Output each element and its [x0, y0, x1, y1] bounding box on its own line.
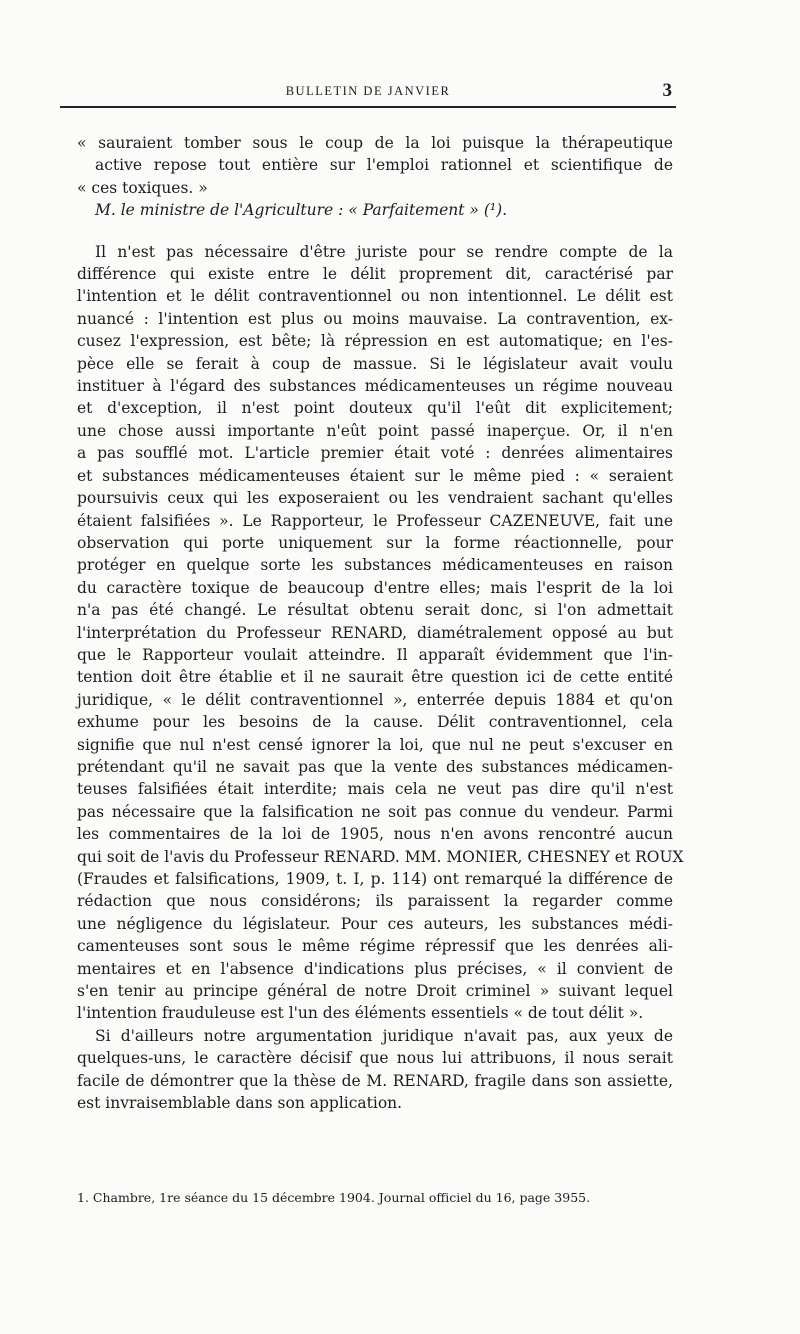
paragraph-line: nuancé : l'intention est plus ou moins mauvaise. La contravention, ex- — [77, 309, 673, 328]
paragraph-line: teuses falsifiées était interdite; mais cela ne veut pas dire qu'il n'est — [77, 780, 673, 799]
quote-attribution: M. le ministre de l'Agriculture : « Parfaitement » (¹). — [95, 201, 508, 220]
paragraph-line: l'intention frauduleuse est l'un des éléments essentiels « de tout délit ». — [77, 1004, 644, 1023]
paragraph-2 — [77, 1025, 673, 1115]
paragraph-line: les commentaires de la loi de 1905, nous n'en avons rencontré aucun — [77, 825, 673, 844]
paragraph-line: prétendant qu'il ne savait pas que la vente des substances médicamen- — [77, 757, 673, 776]
paragraph-line: du caractère toxique de beaucoup d'entre elles; mais l'esprit de la loi — [77, 578, 673, 597]
quote-line: « sauraient tomber sous le coup de la loi puisque la thérapeutique — [77, 134, 673, 152]
paragraph-line: différence qui existe entre le délit proprement dit, caractérisé par — [77, 265, 673, 284]
page-number: 3 — [662, 80, 672, 101]
paragraph-line: n'a pas été changé. Le résultat obtenu serait donc, si l'on admettait — [77, 601, 673, 620]
body-text — [77, 132, 684, 1114]
paragraph-line: rédaction que nous considérons; ils paraissent la regarder comme — [77, 892, 673, 911]
paragraph-line: Si d'ailleurs notre argumentation juridique n'avait pas, aux yeux de — [95, 1026, 673, 1045]
paragraph-line: cusez l'expression, est bête; là répression en est automatique; en l'es- — [77, 332, 673, 351]
paragraph-line: Il n'est pas nécessaire d'être juriste pour se rendre compte de la — [95, 242, 673, 261]
paragraph-line: pèce elle se ferait à coup de massue. Si le législateur avait voulu — [77, 354, 673, 373]
paragraph-line: une négligence du législateur. Pour ces auteurs, les substances médi- — [77, 914, 673, 933]
quote-line: active repose tout entière sur l'emploi rationnel et scientifique de — [95, 156, 673, 175]
paragraph-line: signifie que nul n'est censé ignorer la loi, que nul ne peut s'excuser en — [77, 735, 673, 754]
paragraph-line: l'interprétation du Professeur RENARD, diamétralement opposé au but — [77, 623, 673, 642]
paragraph-line: est invraisemblable dans son application. — [77, 1094, 403, 1113]
paragraph-line: camenteuses sont sous le même régime répressif que les denrées ali- — [77, 937, 673, 956]
running-header — [60, 80, 676, 108]
paragraph-1 — [77, 241, 684, 1025]
paragraph-line: protéger en quelque sorte les substances médicamenteuses en raison — [77, 556, 673, 575]
paragraph-line: que le Rapporteur voulait atteindre. Il apparaît évidemment que l'in- — [77, 645, 673, 664]
paragraph-line: mentaires et en l'absence d'indications plus précises, « il convient de — [77, 959, 673, 978]
paragraph-line: exhume pour les besoins de la cause. Délit contraventionnel, cela — [77, 713, 673, 732]
paragraph-line: quelques-uns, le caractère décisif que nous lui attribuons, il nous serait — [77, 1049, 673, 1068]
paragraph-line: observation qui porte uniquement sur la forme réactionnelle, pour — [77, 533, 673, 552]
header-title: BULLETIN DE JANVIER — [285, 84, 451, 98]
paragraph-line: facile de démontrer que la thèse de M. RENARD, fragile dans son assiette, — [77, 1071, 673, 1090]
paragraph-line: une chose aussi importante n'eût point passé inaperçue. Or, il n'en — [77, 421, 673, 440]
paragraph-line: et d'exception, il n'est point douteux qu'il l'eût dit explicitement; — [77, 399, 673, 418]
paragraph-line: instituer à l'égard des substances médicamenteuses un régime nouveau — [77, 377, 673, 396]
paragraph-line: s'en tenir au principe général de notre Droit criminel » suivant lequel — [77, 982, 673, 1001]
paragraph-line: poursuivis ceux qui les exposeraient ou les vendraient sachant qu'elles — [77, 489, 673, 508]
paragraph-line: étaient falsifiées ». Le Rapporteur, le Professeur CAZENEUVE, fait une — [77, 511, 673, 530]
paragraph-line: (Fraudes et falsifications, 1909, t. I, p. 114) ont remarqué la différence de — [77, 870, 673, 888]
quote-line: « ces toxiques. » — [77, 178, 208, 197]
paragraph-line: a pas soufflé mot. L'article premier était voté : denrées alimentaires — [77, 444, 673, 463]
paragraph-line: juridique, « le délit contraventionnel », enterrée depuis 1884 et qu'on — [77, 690, 673, 709]
paragraph-line: et substances médicamenteuses étaient sur le même pied : « seraient — [77, 466, 673, 485]
paragraph-line: qui soit de l'avis du Professeur RENARD. MM. MONIER, CHESNEY et ROUX — [77, 847, 684, 866]
paragraph-line: pas nécessaire que la falsification ne soit pas connue du vendeur. Parmi — [77, 802, 673, 821]
quote-block — [77, 132, 673, 222]
paragraph-line: l'intention et le délit contraventionnel ou non intentionnel. Le délit est — [77, 287, 673, 306]
footnote: 1. Chambre, 1re séance du 15 décembre 1904. Journal officiel du 16, page 3955. — [77, 1190, 591, 1205]
paragraph-line: tention doit être établie et il ne saurait être question ici de cette entité — [77, 668, 673, 687]
